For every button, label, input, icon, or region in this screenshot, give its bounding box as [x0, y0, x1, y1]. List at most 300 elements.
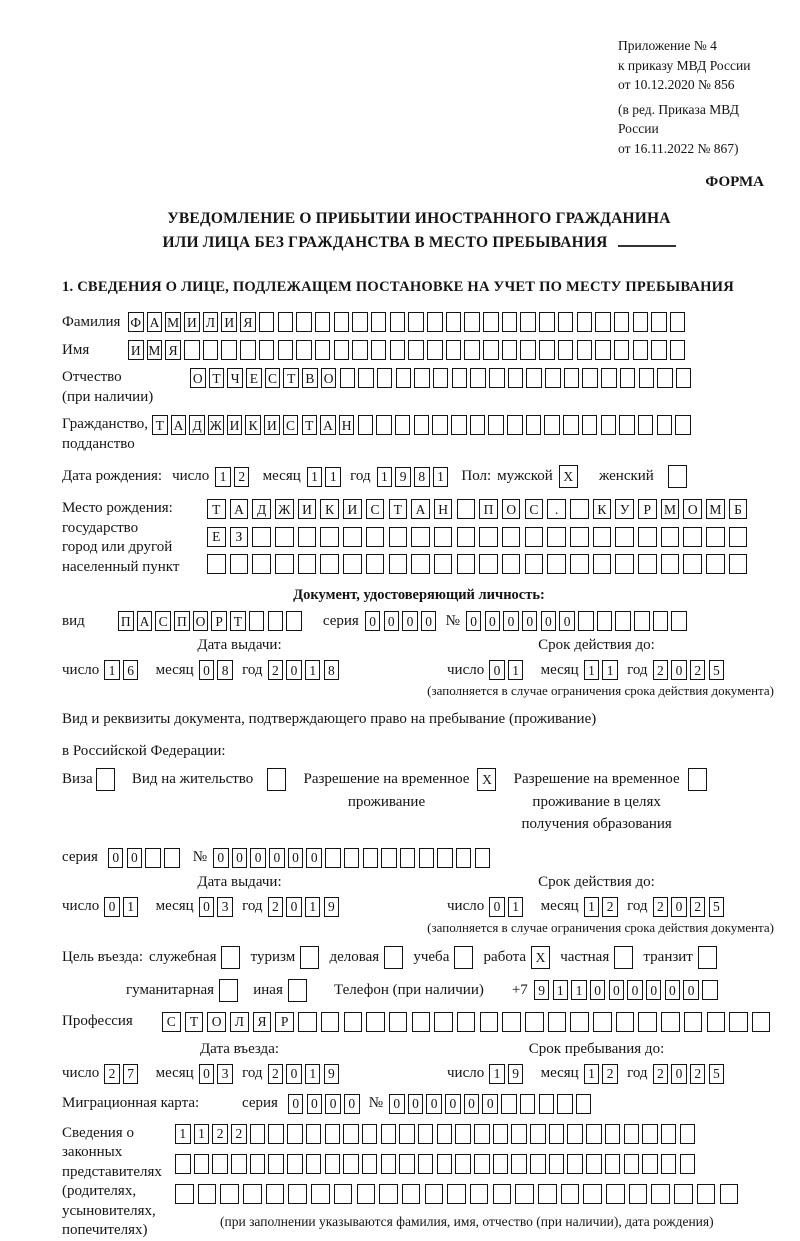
form-cell[interactable]: 0: [365, 611, 381, 631]
form-cell[interactable]: [231, 1154, 247, 1174]
purpose-humanitarian-checkbox[interactable]: [219, 979, 241, 1002]
form-cell[interactable]: [381, 1124, 397, 1144]
form-cell[interactable]: З: [230, 527, 249, 547]
form-cell[interactable]: 0: [665, 980, 681, 1000]
form-cell[interactable]: 0: [325, 1094, 341, 1114]
form-cell[interactable]: 0: [609, 980, 625, 1000]
form-cell[interactable]: [376, 415, 392, 435]
form-cell[interactable]: 1: [571, 980, 587, 1000]
form-cell[interactable]: 0: [421, 611, 437, 631]
form-cell[interactable]: [563, 415, 579, 435]
form-cell[interactable]: 2: [602, 897, 618, 917]
form-cell[interactable]: [538, 1184, 557, 1204]
form-cell[interactable]: М: [706, 499, 725, 519]
form-cell[interactable]: [479, 527, 498, 547]
form-cell[interactable]: Д: [189, 415, 205, 435]
form-cell[interactable]: [539, 1094, 555, 1114]
phone-cells[interactable]: [534, 980, 721, 1000]
form-cell[interactable]: [670, 312, 686, 332]
form-cell[interactable]: [633, 312, 649, 332]
form-cell[interactable]: [619, 415, 635, 435]
form-cell[interactable]: [595, 340, 611, 360]
form-cell[interactable]: [446, 312, 462, 332]
form-cell[interactable]: О: [321, 368, 337, 388]
form-cell[interactable]: [525, 527, 544, 547]
form-cell[interactable]: [250, 1124, 266, 1144]
form-cell[interactable]: [434, 1012, 453, 1032]
form-cell[interactable]: [642, 1124, 658, 1144]
form-cell[interactable]: Т: [209, 368, 225, 388]
form-cell[interactable]: [221, 340, 237, 360]
form-cell[interactable]: [457, 499, 476, 519]
form-cell[interactable]: [207, 554, 226, 574]
form-cell[interactable]: [343, 1154, 359, 1174]
form-cell[interactable]: Л: [230, 1012, 249, 1032]
form-cell[interactable]: 0: [482, 1094, 498, 1114]
form-cell[interactable]: [634, 611, 650, 631]
form-cell[interactable]: 0: [199, 660, 215, 680]
form-cell[interactable]: О: [207, 1012, 226, 1032]
form-cell[interactable]: Т: [185, 1012, 204, 1032]
form-cell[interactable]: [456, 848, 472, 868]
form-cell[interactable]: [427, 312, 443, 332]
form-cell[interactable]: [96, 768, 115, 791]
form-cell[interactable]: [680, 1154, 696, 1174]
form-cell[interactable]: 0: [389, 1094, 405, 1114]
form-cell[interactable]: И: [221, 312, 237, 332]
form-cell[interactable]: 0: [590, 980, 606, 1000]
form-cell[interactable]: [624, 1154, 640, 1174]
form-cell[interactable]: .: [547, 499, 566, 519]
form-cell[interactable]: [638, 1012, 657, 1032]
form-cell[interactable]: Т: [389, 499, 408, 519]
form-cell[interactable]: [629, 1184, 648, 1204]
form-cell[interactable]: 2: [690, 1064, 706, 1084]
form-cell[interactable]: 2: [602, 1064, 618, 1084]
form-cell[interactable]: [408, 340, 424, 360]
form-cell[interactable]: [671, 611, 687, 631]
form-cell[interactable]: [266, 1184, 285, 1204]
form-cell[interactable]: [419, 848, 435, 868]
form-cell[interactable]: 0: [344, 1094, 360, 1114]
form-cell[interactable]: [311, 1184, 330, 1204]
form-cell[interactable]: [184, 340, 200, 360]
form-cell[interactable]: [268, 611, 284, 631]
form-cell[interactable]: [298, 1012, 317, 1032]
form-cell[interactable]: П: [118, 611, 134, 631]
form-cell[interactable]: [275, 554, 294, 574]
form-cell[interactable]: [278, 340, 294, 360]
form-cell[interactable]: [437, 1154, 453, 1174]
form-cell[interactable]: [220, 1184, 239, 1204]
form-cell[interactable]: 1: [489, 1064, 505, 1084]
form-cell[interactable]: [511, 1124, 527, 1144]
sex-male-checkbox[interactable]: [559, 465, 581, 488]
form-cell[interactable]: [408, 312, 424, 332]
form-cell[interactable]: [676, 368, 692, 388]
form-cell[interactable]: [651, 340, 667, 360]
form-cell[interactable]: 0: [522, 611, 538, 631]
form-cell[interactable]: [433, 368, 449, 388]
form-cell[interactable]: Р: [275, 1012, 294, 1032]
form-cell[interactable]: [296, 312, 312, 332]
form-cell[interactable]: Т: [283, 368, 299, 388]
form-cell[interactable]: 9: [395, 467, 411, 487]
form-cell[interactable]: [362, 1154, 378, 1174]
form-cell[interactable]: 5: [709, 897, 725, 917]
form-cell[interactable]: [530, 1124, 546, 1144]
form-cell[interactable]: [489, 368, 505, 388]
form-cell[interactable]: [577, 312, 593, 332]
form-cell[interactable]: С: [265, 368, 281, 388]
form-cell[interactable]: [675, 415, 691, 435]
form-cell[interactable]: 1: [194, 1124, 210, 1144]
form-cell[interactable]: 0: [288, 848, 304, 868]
form-cell[interactable]: [502, 527, 521, 547]
form-cell[interactable]: [384, 946, 403, 969]
form-cell[interactable]: 1: [307, 467, 323, 487]
form-cell[interactable]: 9: [534, 980, 550, 1000]
form-cell[interactable]: [411, 527, 430, 547]
form-cell[interactable]: Т: [230, 611, 246, 631]
form-cell[interactable]: [296, 340, 312, 360]
form-cell[interactable]: [601, 368, 617, 388]
form-cell[interactable]: [194, 1154, 210, 1174]
form-cell[interactable]: [593, 527, 612, 547]
form-cell[interactable]: [605, 1154, 621, 1174]
form-cell[interactable]: [488, 415, 504, 435]
form-cell[interactable]: Т: [152, 415, 168, 435]
form-cell[interactable]: 1: [508, 897, 524, 917]
form-cell[interactable]: 1: [305, 660, 321, 680]
form-cell[interactable]: С: [155, 611, 171, 631]
visa-checkbox[interactable]: [96, 768, 118, 791]
form-cell[interactable]: [661, 1012, 680, 1032]
form-cell[interactable]: 2: [234, 467, 250, 487]
form-cell[interactable]: [544, 415, 560, 435]
form-cell[interactable]: 5: [709, 1064, 725, 1084]
form-cell[interactable]: [567, 1154, 583, 1174]
form-cell[interactable]: [615, 554, 634, 574]
form-cell[interactable]: 1: [305, 897, 321, 917]
form-cell[interactable]: [507, 415, 523, 435]
form-cell[interactable]: [564, 368, 580, 388]
form-cell[interactable]: [446, 340, 462, 360]
form-cell[interactable]: 6: [123, 660, 139, 680]
form-cell[interactable]: [578, 611, 594, 631]
form-cell[interactable]: [457, 554, 476, 574]
form-cell[interactable]: Я: [253, 1012, 272, 1032]
form-cell[interactable]: М: [661, 499, 680, 519]
purpose-business-checkbox[interactable]: [384, 946, 406, 969]
form-cell[interactable]: [615, 527, 634, 547]
form-cell[interactable]: [164, 848, 180, 868]
form-cell[interactable]: О: [502, 499, 521, 519]
form-cell[interactable]: [400, 848, 416, 868]
form-cell[interactable]: 2: [212, 1124, 228, 1144]
form-cell[interactable]: 0: [199, 1064, 215, 1084]
form-cell[interactable]: [549, 1154, 565, 1174]
form-cell[interactable]: [457, 1012, 476, 1032]
form-cell[interactable]: И: [343, 499, 362, 519]
form-cell[interactable]: 2: [104, 1064, 120, 1084]
form-cell[interactable]: [434, 554, 453, 574]
form-cell[interactable]: П: [174, 611, 190, 631]
form-cell[interactable]: 0: [466, 611, 482, 631]
form-cell[interactable]: [624, 1124, 640, 1144]
form-cell[interactable]: [278, 312, 294, 332]
form-cell[interactable]: 0: [127, 848, 143, 868]
form-cell[interactable]: [526, 415, 542, 435]
form-cell[interactable]: [475, 848, 491, 868]
form-cell[interactable]: [344, 848, 360, 868]
form-cell[interactable]: 0: [489, 897, 505, 917]
form-cell[interactable]: Т: [302, 415, 318, 435]
form-cell[interactable]: [698, 946, 717, 969]
form-cell[interactable]: 9: [324, 1064, 340, 1084]
form-cell[interactable]: [288, 1184, 307, 1204]
form-cell[interactable]: [558, 312, 574, 332]
form-cell[interactable]: 2: [690, 897, 706, 917]
form-cell[interactable]: [633, 340, 649, 360]
form-cell[interactable]: С: [283, 415, 299, 435]
form-cell[interactable]: 1: [602, 660, 618, 680]
form-cell[interactable]: Е: [207, 527, 226, 547]
form-cell[interactable]: [352, 312, 368, 332]
form-cell[interactable]: [298, 554, 317, 574]
form-cell[interactable]: [570, 554, 589, 574]
form-cell[interactable]: А: [137, 611, 153, 631]
form-cell[interactable]: 1: [553, 980, 569, 1000]
form-cell[interactable]: Т: [207, 499, 226, 519]
form-cell[interactable]: [597, 611, 613, 631]
form-cell[interactable]: М: [165, 312, 181, 332]
form-cell[interactable]: [616, 1012, 635, 1032]
form-cell[interactable]: 2: [653, 1064, 669, 1084]
form-cell[interactable]: [175, 1154, 191, 1174]
form-cell[interactable]: [520, 340, 536, 360]
form-cell[interactable]: [203, 340, 219, 360]
form-cell[interactable]: С: [366, 499, 385, 519]
purpose-tourism-checkbox[interactable]: [300, 946, 322, 969]
form-cell[interactable]: [300, 946, 319, 969]
form-cell[interactable]: [483, 312, 499, 332]
form-cell[interactable]: А: [320, 415, 336, 435]
form-cell[interactable]: 0: [402, 611, 418, 631]
form-cell[interactable]: С: [162, 1012, 181, 1032]
form-cell[interactable]: Я: [240, 312, 256, 332]
form-cell[interactable]: [502, 554, 521, 574]
form-cell[interactable]: [252, 554, 271, 574]
form-cell[interactable]: И: [264, 415, 280, 435]
form-cell[interactable]: [452, 368, 468, 388]
form-cell[interactable]: 0: [683, 980, 699, 1000]
form-cell[interactable]: [570, 1012, 589, 1032]
form-cell[interactable]: [287, 1154, 303, 1174]
form-cell[interactable]: [729, 1012, 748, 1032]
form-cell[interactable]: [567, 1124, 583, 1144]
form-cell[interactable]: [371, 340, 387, 360]
form-cell[interactable]: [275, 527, 294, 547]
residence-checkbox[interactable]: [267, 768, 289, 791]
form-cell[interactable]: [358, 415, 374, 435]
form-cell[interactable]: Н: [434, 499, 453, 519]
form-cell[interactable]: [702, 980, 718, 1000]
form-cell[interactable]: [525, 1012, 544, 1032]
form-cell[interactable]: [325, 1154, 341, 1174]
form-cell[interactable]: Е: [246, 368, 262, 388]
form-cell[interactable]: [343, 1124, 359, 1144]
form-cell[interactable]: [483, 340, 499, 360]
form-cell[interactable]: 0: [269, 848, 285, 868]
form-cell[interactable]: 5: [709, 660, 725, 680]
temporary-edu-checkbox[interactable]: [688, 768, 710, 791]
form-cell[interactable]: X: [531, 946, 550, 969]
form-cell[interactable]: [583, 1184, 602, 1204]
form-cell[interactable]: О: [683, 499, 702, 519]
form-cell[interactable]: 0: [485, 611, 501, 631]
form-cell[interactable]: [320, 554, 339, 574]
form-cell[interactable]: [549, 1124, 565, 1144]
form-cell[interactable]: [340, 368, 356, 388]
form-cell[interactable]: [511, 1154, 527, 1174]
form-cell[interactable]: К: [593, 499, 612, 519]
form-cell[interactable]: [470, 368, 486, 388]
form-cell[interactable]: [577, 340, 593, 360]
form-cell[interactable]: X: [559, 465, 578, 488]
form-cell[interactable]: У: [615, 499, 634, 519]
form-cell[interactable]: [520, 312, 536, 332]
form-cell[interactable]: 0: [286, 897, 302, 917]
form-cell[interactable]: [668, 465, 687, 488]
form-cell[interactable]: [657, 415, 673, 435]
form-cell[interactable]: 8: [217, 660, 233, 680]
form-cell[interactable]: 2: [653, 897, 669, 917]
form-cell[interactable]: [412, 1012, 431, 1032]
form-cell[interactable]: 8: [414, 467, 430, 487]
form-cell[interactable]: Ж: [208, 415, 224, 435]
form-cell[interactable]: [606, 1184, 625, 1204]
form-cell[interactable]: [545, 368, 561, 388]
form-cell[interactable]: [684, 1012, 703, 1032]
form-cell[interactable]: [638, 527, 657, 547]
form-cell[interactable]: 8: [324, 660, 340, 680]
form-cell[interactable]: [502, 1012, 521, 1032]
form-cell[interactable]: [470, 415, 486, 435]
form-cell[interactable]: 0: [426, 1094, 442, 1114]
form-cell[interactable]: [493, 1154, 509, 1174]
form-cell[interactable]: [455, 1154, 471, 1174]
form-cell[interactable]: [221, 946, 240, 969]
form-cell[interactable]: 2: [268, 1064, 284, 1084]
form-cell[interactable]: [315, 340, 331, 360]
form-cell[interactable]: [576, 1094, 592, 1114]
form-cell[interactable]: 0: [489, 660, 505, 680]
form-cell[interactable]: [661, 1124, 677, 1144]
form-cell[interactable]: [638, 554, 657, 574]
form-cell[interactable]: [396, 368, 412, 388]
form-cell[interactable]: [558, 340, 574, 360]
form-cell[interactable]: О: [190, 368, 206, 388]
form-cell[interactable]: 0: [559, 611, 575, 631]
form-cell[interactable]: 1: [377, 467, 393, 487]
form-cell[interactable]: [357, 1184, 376, 1204]
form-cell[interactable]: 9: [324, 897, 340, 917]
form-cell[interactable]: [259, 340, 275, 360]
form-cell[interactable]: [651, 1184, 670, 1204]
form-cell[interactable]: [657, 368, 673, 388]
form-cell[interactable]: [212, 1154, 228, 1174]
form-cell[interactable]: 3: [217, 1064, 233, 1084]
form-cell[interactable]: [582, 415, 598, 435]
form-cell[interactable]: [661, 1154, 677, 1174]
form-cell[interactable]: [371, 312, 387, 332]
form-cell[interactable]: [402, 1184, 421, 1204]
form-cell[interactable]: [614, 312, 630, 332]
form-cell[interactable]: [707, 1012, 726, 1032]
form-cell[interactable]: 0: [199, 897, 215, 917]
form-cell[interactable]: Б: [729, 499, 748, 519]
form-cell[interactable]: [661, 527, 680, 547]
form-cell[interactable]: [288, 979, 307, 1002]
form-cell[interactable]: 2: [268, 660, 284, 680]
form-cell[interactable]: [219, 979, 238, 1002]
form-cell[interactable]: [688, 768, 707, 791]
purpose-other-checkbox[interactable]: [288, 979, 310, 1002]
form-cell[interactable]: И: [298, 499, 317, 519]
form-cell[interactable]: И: [227, 415, 243, 435]
form-cell[interactable]: [526, 368, 542, 388]
form-cell[interactable]: [593, 1012, 612, 1032]
form-cell[interactable]: [642, 1154, 658, 1174]
form-cell[interactable]: 2: [690, 660, 706, 680]
form-cell[interactable]: [268, 1124, 284, 1144]
form-cell[interactable]: [366, 527, 385, 547]
form-cell[interactable]: [493, 1124, 509, 1144]
purpose-work-checkbox[interactable]: [531, 946, 553, 969]
form-cell[interactable]: [432, 415, 448, 435]
form-cell[interactable]: [366, 554, 385, 574]
form-cell[interactable]: [363, 848, 379, 868]
form-cell[interactable]: [455, 1124, 471, 1144]
form-cell[interactable]: [344, 1012, 363, 1032]
form-cell[interactable]: 1: [215, 467, 231, 487]
form-cell[interactable]: К: [245, 415, 261, 435]
form-cell[interactable]: [548, 1012, 567, 1032]
form-cell[interactable]: 1: [584, 660, 600, 680]
form-cell[interactable]: [570, 527, 589, 547]
form-cell[interactable]: [334, 1184, 353, 1204]
form-cell[interactable]: 0: [232, 848, 248, 868]
form-cell[interactable]: [651, 312, 667, 332]
form-cell[interactable]: [454, 946, 473, 969]
form-cell[interactable]: 0: [213, 848, 229, 868]
form-cell[interactable]: 0: [286, 660, 302, 680]
form-cell[interactable]: 1: [433, 467, 449, 487]
form-cell[interactable]: [706, 554, 725, 574]
form-cell[interactable]: 1: [175, 1124, 191, 1144]
form-cell[interactable]: [315, 312, 331, 332]
form-cell[interactable]: [480, 1012, 499, 1032]
form-cell[interactable]: [653, 611, 669, 631]
form-cell[interactable]: [615, 611, 631, 631]
form-cell[interactable]: [670, 340, 686, 360]
form-cell[interactable]: [530, 1154, 546, 1174]
temporary-checkbox[interactable]: [477, 768, 499, 791]
form-cell[interactable]: 0: [503, 611, 519, 631]
form-cell[interactable]: [362, 1124, 378, 1144]
form-cell[interactable]: [557, 1094, 573, 1114]
